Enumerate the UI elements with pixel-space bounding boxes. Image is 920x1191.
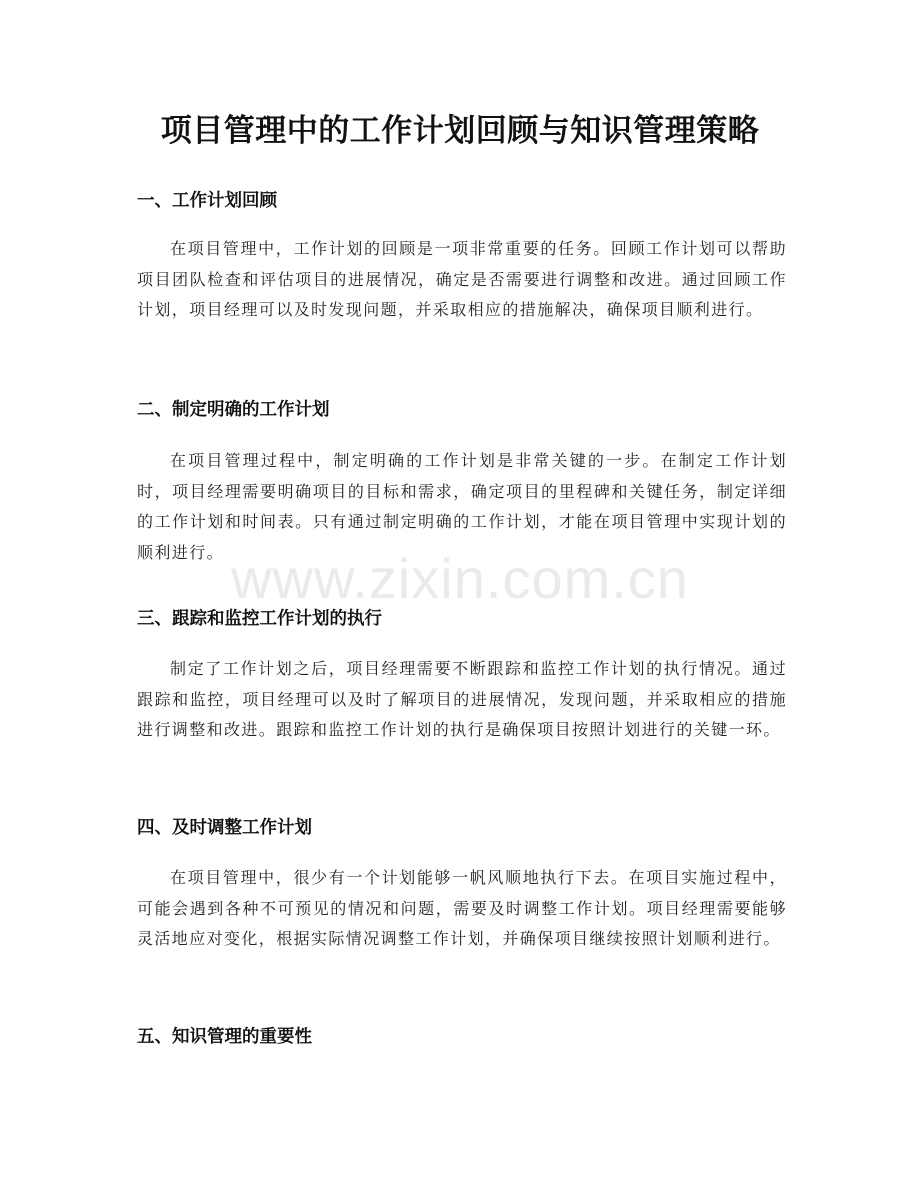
document-title: 项目管理中的工作计划回顾与知识管理策略 <box>160 113 760 149</box>
section-heading-2: 二、制定明确的工作计划 <box>137 400 330 420</box>
section-heading-5: 五、知识管理的重要性 <box>137 1027 312 1047</box>
section-paragraph-3: 制定了工作计划之后，项目经理需要不断跟踪和监控工作计划的执行情况。通过跟踪和监控，项目经理可以及时了解项目的进展情况，发现问题，并采取相应的措施进行调整和改进。跟踪和监控工作计划的执行是确保项目按照计划进行的关键一环。 <box>137 659 787 739</box>
section-heading-1: 一、工作计划回顾 <box>137 191 277 211</box>
section-heading-4: 四、及时调整工作计划 <box>137 818 312 838</box>
section-heading-3: 三、跟踪和监控工作计划的执行 <box>137 609 382 629</box>
section-paragraph-1: 在项目管理中，工作计划的回顾是一项非常重要的任务。回顾工作计划可以帮助项目团队检查和评估项目的进展情况，确定是否需要进行调整和改进。通过回顾工作计划，项目经理可以及时发现问题，并采取相应的措施解决，确保项目顺利进行。 <box>137 239 787 319</box>
section-paragraph-4: 在项目管理中，很少有一个计划能够一帆风顺地执行下去。在项目实施过程中，可能会遇到各种不可预见的情况和问题，需要及时调整工作计划。项目经理需要能够灵活地应对变化，根据实际情况调整工作计划，并确保项目继续按照计划顺利进行。 <box>137 868 787 948</box>
watermark-text: www.zixin.com.cn <box>231 547 689 610</box>
section-paragraph-2: 在项目管理过程中，制定明确的工作计划是非常关键的一步。在制定工作计划时，项目经理需要明确项目的目标和需求，确定项目的里程碑和关键任务，制定详细的工作计划和时间表。只有通过制定明确的工作计划，才能在项目管理中实现计划的顺利进行。 <box>137 451 787 562</box>
